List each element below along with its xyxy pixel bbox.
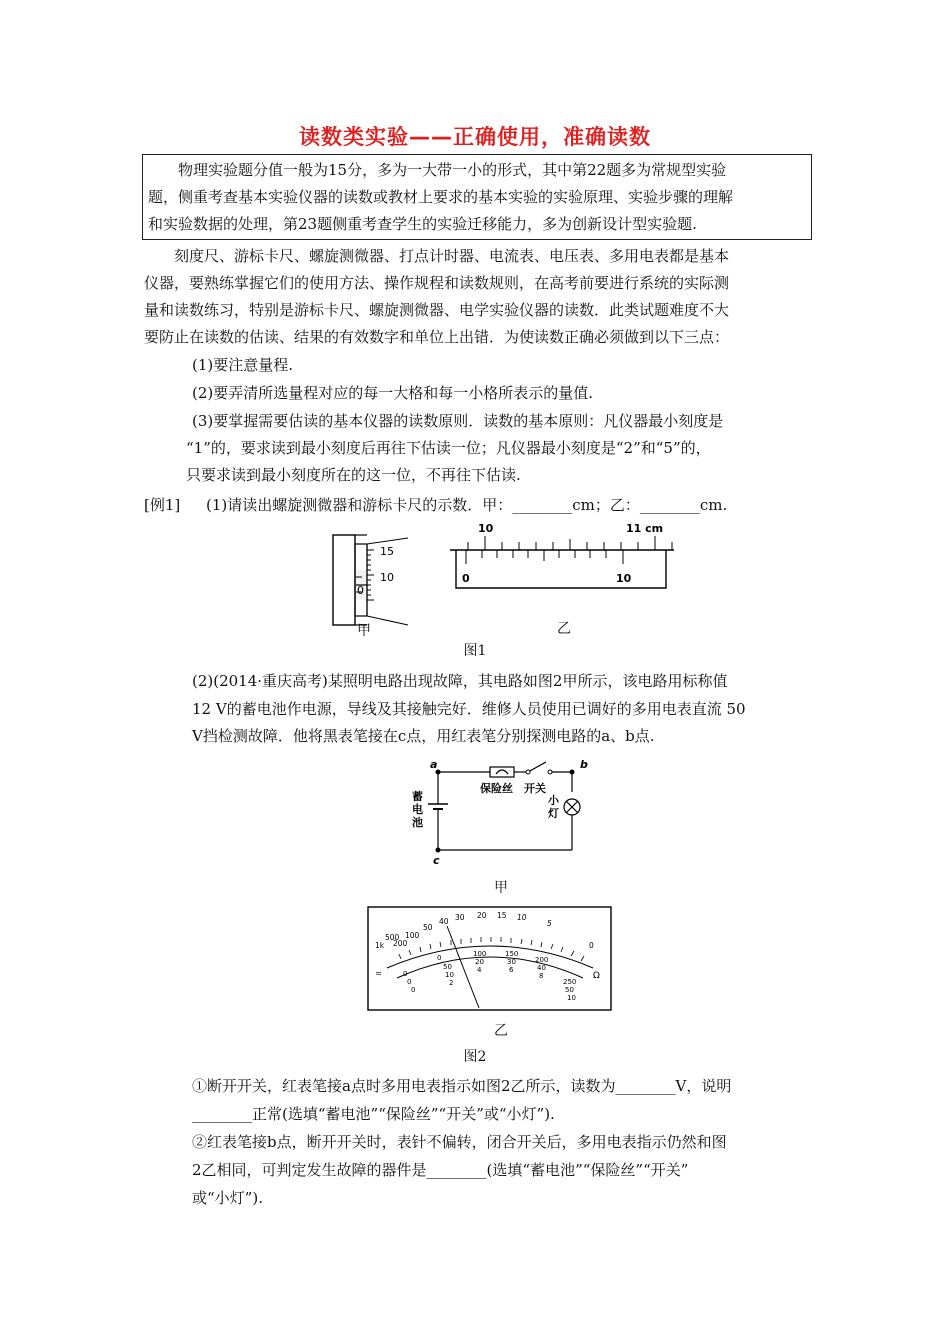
- switch-label: 开关: [524, 782, 546, 795]
- caliper-figure: [448, 520, 678, 592]
- ohm-scale-label: 500: [385, 933, 400, 942]
- dc-scale-label: 40: [537, 964, 546, 972]
- page-title: 读数类实验——正确使用，准确读数: [299, 125, 651, 149]
- battery-label: 电: [412, 803, 423, 816]
- body-line: 仪器，要熟练掌握它们的使用方法、操作规程和读数规则，在高考前要进行系统的实际测: [144, 274, 730, 292]
- ohm-scale-label: 5: [547, 919, 552, 928]
- sub-question-1: ①断开开关，红表笔接a点时多用电表指示如图2乙所示，读数为________V，说明: [192, 1077, 732, 1095]
- micrometer-tick: 15: [380, 545, 394, 558]
- dc-scale-label: 4: [477, 966, 482, 974]
- point-2: (2)要弄清所选量程对应的每一大格和每一小格所表示的量值.: [192, 384, 594, 402]
- body-line: 量和读数练习，特别是游标卡尺、螺旋测微器、电学实验仪器的读数．此类试题难度不大: [144, 301, 730, 319]
- micrometer-tick: 10: [380, 571, 394, 584]
- dc-scale-label: 0: [437, 954, 442, 962]
- point-3: (3)要掌握需要估读的基本仪器的读数原则．读数的基本原则：凡仪器最小刻度是: [192, 412, 724, 430]
- point-1: (1)要注意量程.: [192, 356, 294, 374]
- ohm-scale-label: 100: [405, 931, 420, 940]
- intro-line: 和实验数据的处理，第23题侧重考查学生的实验迁移能力，多为创新设计型实验题.: [148, 215, 697, 233]
- caliper-vernier-tick: 10: [616, 572, 632, 585]
- ohm-scale-label: 20: [477, 911, 487, 920]
- micrometer-figure: [330, 530, 410, 630]
- dc-scale-label: 8: [539, 972, 544, 980]
- battery-label: 池: [412, 816, 423, 829]
- ohm-scale-label: 40: [439, 917, 449, 926]
- ohm-scale-label: 200: [393, 939, 408, 948]
- ohm-scale-label: 0: [589, 941, 594, 950]
- body-line: 要防止在读数的估读、结果的有效数字和单位上出错．为使读数正确必须做到以下三点：: [144, 328, 730, 346]
- circuit-figure: [400, 752, 600, 867]
- micrometer-tick: 0: [357, 584, 364, 597]
- ohm-scale-label: 1k: [375, 941, 385, 950]
- figure-label: 乙: [494, 1023, 508, 1039]
- figure-caption: 图1: [463, 643, 487, 659]
- ohm-symbol: Ω: [593, 971, 600, 981]
- point-3-cont: “1”的，要求读到最小刻度后再往下估读一位；凡仪器最小刻度是“2”和“5”的，: [186, 439, 711, 457]
- body-line: 刻度尺、游标卡尺、螺旋测微器、打点计时器、电流表、电压表、多用电表都是基本: [174, 247, 730, 265]
- caliper-vernier-tick: 0: [462, 572, 470, 585]
- battery-label: 蓄: [412, 790, 423, 803]
- sub-question-1: ________正常(选填“蓄电池”“保险丝”“开关”或“小灯”).: [192, 1105, 555, 1123]
- question-1: (1)请读出螺旋测微器和游标卡尺的示数．甲：________cm；乙：________cm.: [206, 496, 728, 514]
- point-3-cont: 只要求读到最小刻度所在的这一位，不再往下估读.: [186, 466, 521, 484]
- left-scale-label: 0: [411, 986, 416, 994]
- figure-caption: 图2: [463, 1049, 487, 1065]
- dc-scale-label: 50: [443, 963, 452, 971]
- caliper-main-tick: 10: [478, 522, 494, 535]
- intro-line: 题，侧重考查基本实验仪器的读数或教材上要求的基本实验的实验原理、实验步骤的理解: [148, 188, 734, 206]
- question-2-line: 12 V的蓄电池作电源，导线及其接触完好．维修人员使用已调好的多用电表直流 50: [192, 700, 746, 718]
- sub-question-2: 或“小灯”).: [192, 1189, 263, 1207]
- ohm-scale-label: 50: [423, 923, 433, 932]
- multimeter-dial: [367, 906, 613, 1012]
- figure-label: 甲: [357, 623, 371, 639]
- lamp-label: 灯: [548, 807, 559, 820]
- dc-scale-label: 10: [567, 994, 576, 1002]
- caliper-main-tick: 11 cm: [626, 522, 664, 535]
- ohm-scale-label: 30: [455, 913, 465, 922]
- dc-symbol-icon: ≂: [375, 969, 382, 978]
- dc-scale-label: 150: [505, 950, 519, 958]
- lamp-label: 小: [548, 794, 559, 807]
- ohm-scale-label: 15: [497, 911, 507, 920]
- figure-label: 甲: [494, 880, 508, 896]
- sub-question-2: 2乙相同，可判定发生故障的器件是________(选填“蓄电池”“保险丝”“开关”: [192, 1161, 689, 1179]
- figure-label: 乙: [557, 621, 571, 637]
- ohm-scale-label: 10: [517, 913, 527, 922]
- dc-scale-label: 50: [565, 986, 574, 994]
- dc-scale-label: 200: [535, 956, 549, 964]
- question-2-line: V挡检测故障．他将黑表笔接在c点，用红表笔分别探测电路的a、b点.: [192, 727, 655, 745]
- dc-scale-label: 2: [449, 979, 454, 987]
- node-c-label: c: [433, 854, 440, 867]
- dc-scale-label: 20: [475, 958, 484, 966]
- question-2-line: (2)(2014·重庆高考)某照明电路出现故障，其电路如图2甲所示，该电路用标称值: [192, 672, 728, 690]
- left-scale-label: 0: [407, 978, 412, 986]
- node-a-label: a: [430, 758, 438, 771]
- left-scale-label: 0: [403, 970, 408, 978]
- intro-line: 物理实验题分值一般为15分，多为一大带一小的形式，其中第22题多为常规型实验: [178, 161, 727, 179]
- example-tag: [例1]: [144, 496, 181, 514]
- dc-scale-label: 30: [507, 958, 516, 966]
- dc-scale-label: 250: [563, 978, 577, 986]
- sub-question-2: ②红表笔接b点，断开开关时，表针不偏转，闭合开关后，多用电表指示仍然和图: [192, 1133, 727, 1151]
- dc-scale-label: 6: [509, 966, 514, 974]
- dc-scale-label: 100: [473, 950, 487, 958]
- dc-scale-label: 10: [445, 971, 454, 979]
- node-b-label: b: [580, 758, 588, 771]
- fuse-label: 保险丝: [480, 782, 513, 795]
